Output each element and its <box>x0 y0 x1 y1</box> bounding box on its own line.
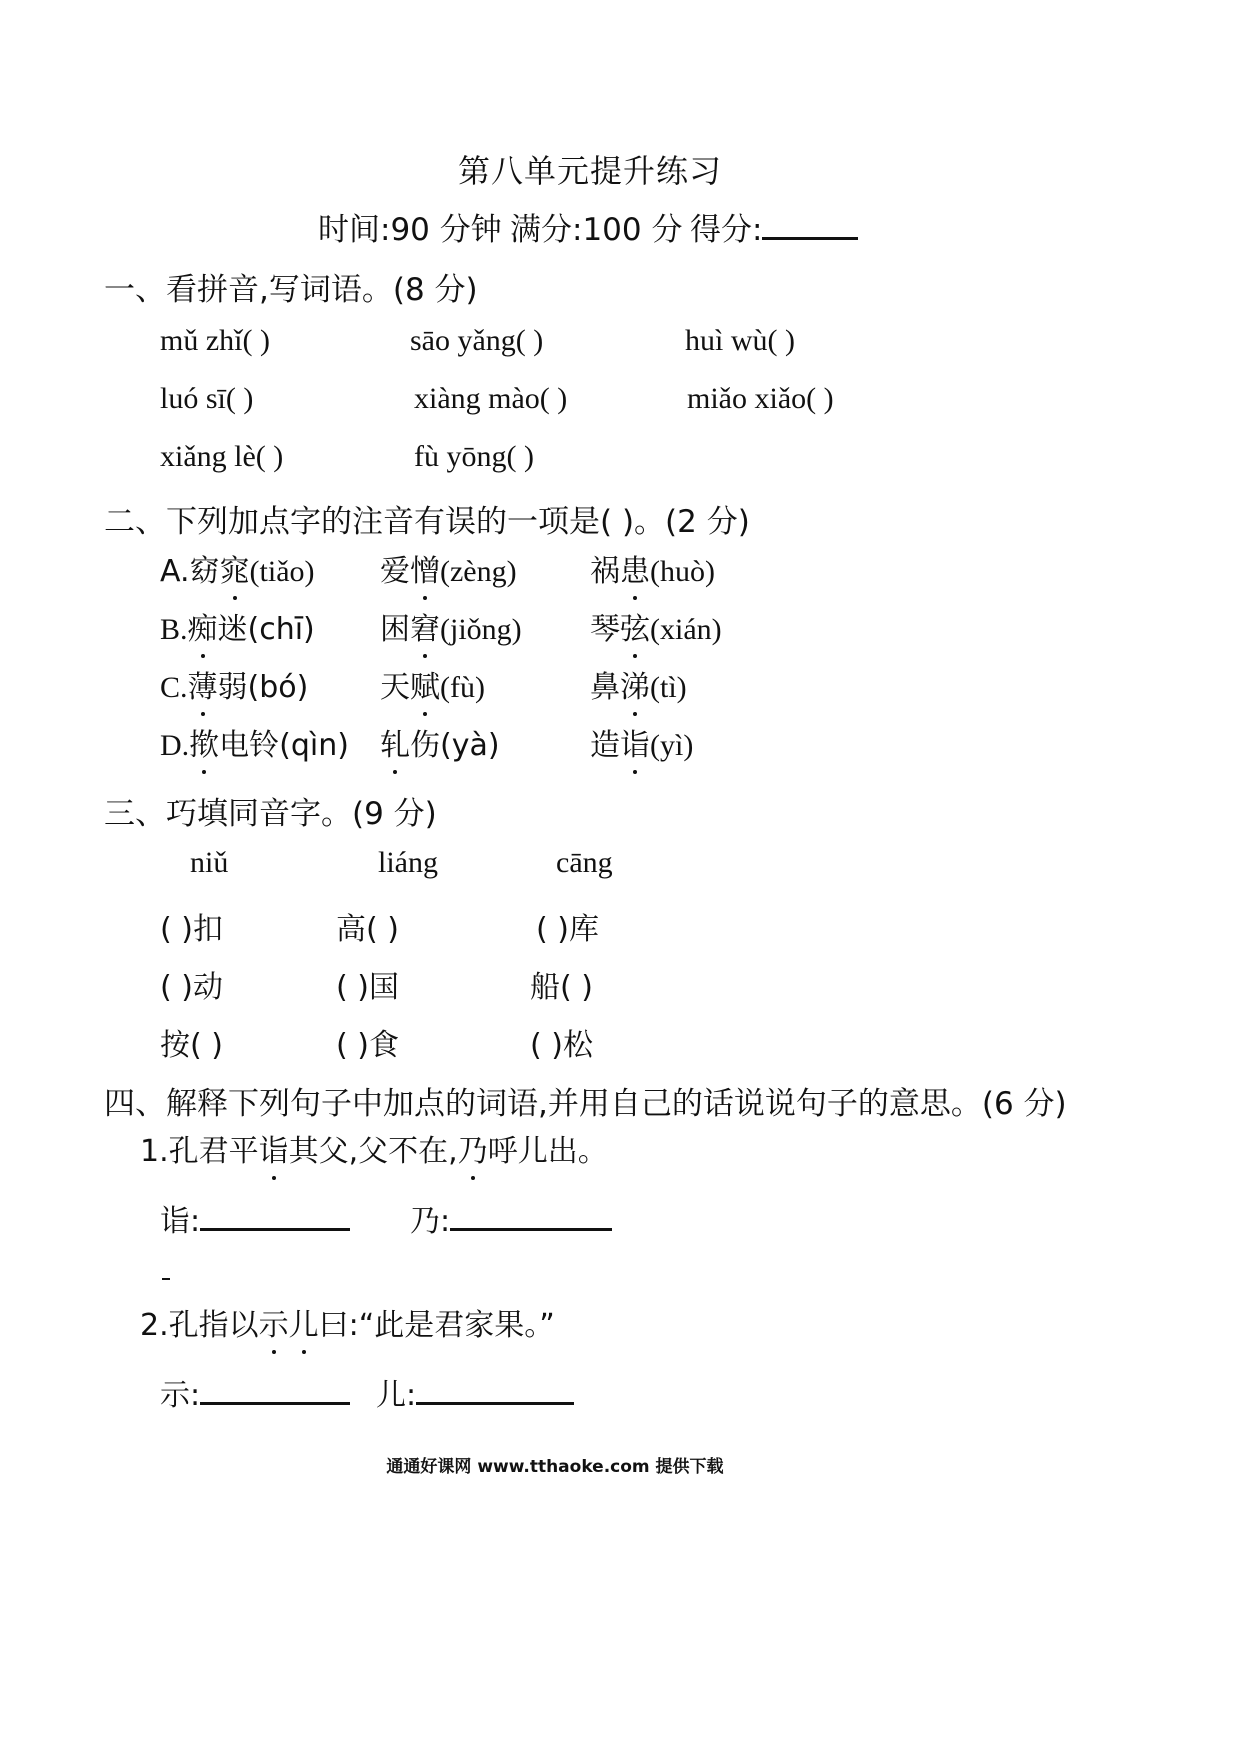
time-info: 时间:90 分钟 <box>318 212 502 248</box>
q2-option-b-1: B.痴迷(chī) <box>160 604 315 648</box>
q1-heading: 一、看拼音,写词语。(8 分) <box>104 272 478 308</box>
q3-pinyin: liáng <box>378 846 438 879</box>
q1-item: huì wù( ) <box>685 324 795 357</box>
score-blank <box>762 237 858 240</box>
q1-item: luó sī( ) <box>160 382 254 415</box>
q3-cell: 船( ) <box>530 970 593 1005</box>
q1-item: fù yōng( ) <box>414 440 534 473</box>
q4-sentence-1: 1.孔君平诣其父,父不在,乃呼儿出。 <box>140 1126 608 1170</box>
q2-heading: 二、下列加点字的注音有误的一项是( )。(2 分) <box>104 504 750 540</box>
page-title: 第八单元提升练习 <box>457 152 722 190</box>
q3-cell: ( )食 <box>336 1028 399 1063</box>
answer-blank <box>200 1402 350 1405</box>
q3-cell: 按( ) <box>160 1028 223 1063</box>
q3-cell: ( )扣 <box>160 912 223 947</box>
q1-item: mǔ zhǐ( ) <box>160 324 270 357</box>
q2-option-c-1: C.薄弱(bó) <box>160 662 308 706</box>
q2-option-a-2: 爱憎(zèng) <box>380 546 517 590</box>
q3-pinyin: cāng <box>556 846 613 879</box>
answer-field-er <box>376 1370 574 1414</box>
q3-cell: ( )松 <box>530 1028 593 1063</box>
score-label: 得分: <box>690 212 763 248</box>
q2-option-c-3: 鼻涕(tì) <box>590 662 687 706</box>
q1-item: miǎo xiǎo( ) <box>687 382 834 415</box>
q2-option-a-3: 祸患(huò) <box>590 546 715 590</box>
q2-option-b-3: 琴弦(xián) <box>590 604 722 648</box>
q3-heading: 三、巧填同音字。(9 分) <box>104 796 437 832</box>
q3-cell: ( )库 <box>536 912 599 947</box>
answer-field-shi <box>160 1370 350 1414</box>
answer-label: 诣: <box>160 1204 201 1239</box>
footer-credit: 通通好课网 www.tthaoke.com 提供下载 <box>386 1457 724 1477</box>
q3-pinyin: niǔ <box>190 846 229 879</box>
q1-item: xiǎng lè( ) <box>160 440 284 473</box>
answer-field-yi <box>160 1196 350 1240</box>
q2-option-d-1: D.揿电铃(qìn) <box>160 720 349 764</box>
q4-heading: 四、解释下列句子中加点的词语,并用自己的话说说句子的意思。(6 分) <box>104 1086 1067 1122</box>
q3-cell: ( )国 <box>336 970 399 1005</box>
q2-option-b-2: 困窘(jiǒng) <box>380 604 522 648</box>
q2-option-a-1: A.窈窕(tiǎo) <box>160 546 315 590</box>
answer-label: 示: <box>160 1378 201 1413</box>
q1-item: xiàng mào( ) <box>414 382 568 415</box>
score-field <box>690 204 858 249</box>
stray-mark <box>162 1278 170 1280</box>
answer-blank <box>450 1228 612 1231</box>
q2-option-d-2: 轧伤(yà) <box>380 720 500 764</box>
full-score-info: 满分:100 分 <box>510 212 683 248</box>
q3-cell: ( )动 <box>160 970 223 1005</box>
q3-cell: 高( ) <box>336 912 399 947</box>
q1-item: sāo yǎng( ) <box>410 324 544 357</box>
q2-option-c-2: 天赋(fù) <box>380 662 485 706</box>
answer-blank <box>200 1228 350 1231</box>
answer-blank <box>416 1402 574 1405</box>
answer-label: 儿: <box>376 1378 417 1413</box>
answer-field-nai <box>410 1196 612 1240</box>
answer-label: 乃: <box>410 1204 451 1239</box>
q4-sentence-2: 2.孔指以示儿曰:“此是君家果。” <box>140 1300 555 1344</box>
q2-option-d-3: 造诣(yì) <box>590 720 693 764</box>
